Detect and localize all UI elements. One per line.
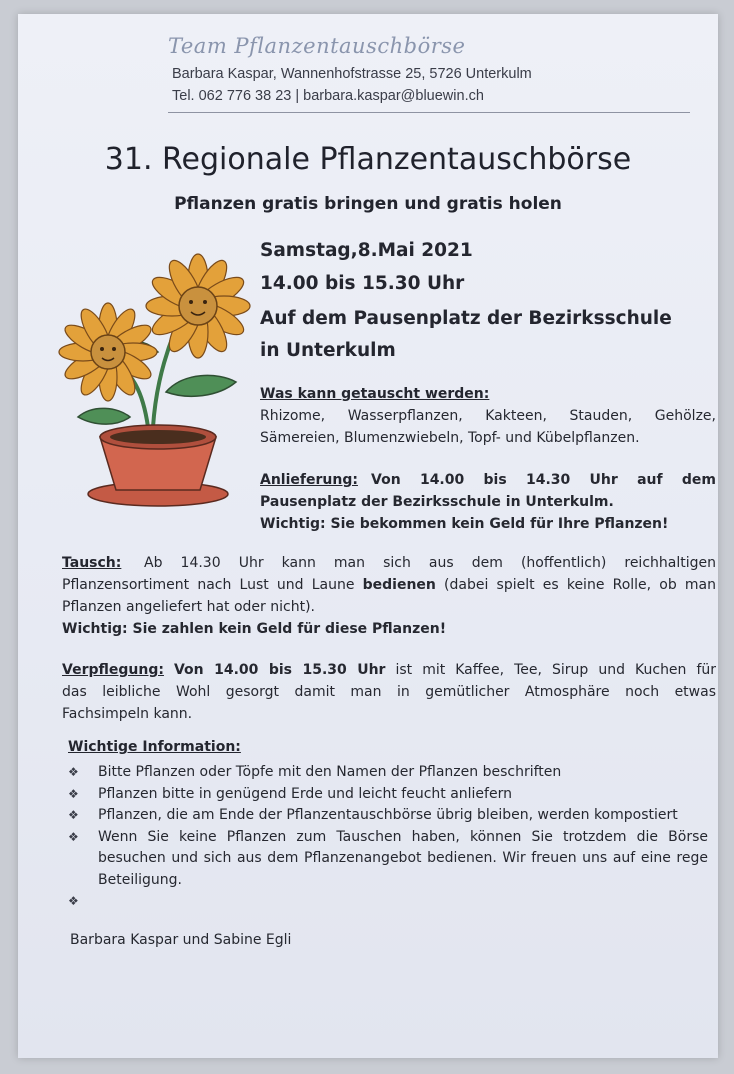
tausch-line-2	[62, 574, 716, 596]
subtitle: Pflanzen gratis bringen und gratis holen	[174, 194, 562, 214]
tausch-note: Wichtig: Sie zahlen kein Geld für diese Pflanzen!	[62, 621, 447, 637]
event-time: 14.00 bis 15.30 Uhr	[260, 273, 465, 294]
flyer-page	[18, 14, 718, 1058]
bullet-icon: ❖	[68, 765, 79, 779]
flower-pot-icon	[88, 425, 228, 506]
info-list	[68, 762, 708, 913]
food-line-2: das leibliche Wohl gesorgt damit man in gemütlicher Atmosphäre noch etwas	[62, 684, 716, 700]
info-heading: Wichtige Information:	[68, 739, 241, 755]
list-item: ❖ Bitte Pflanzen oder Töpfe mit den Namen der Pflanzen beschriften	[68, 762, 708, 784]
exchange-line-1: Rhizome, Wasserpflanzen, Kakteen, Stauden, Gehölze,	[260, 408, 716, 424]
contact-line: Tel. 062 776 38 23 | barbara.kaspar@bluewin.ch	[172, 88, 484, 104]
list-item: ❖ Pflanzen, die am Ende der Pflanzentauschbörse übrig bleiben, werden kompostiert	[68, 805, 708, 827]
event-place-town: in Unterkulm	[260, 340, 396, 361]
tausch-line-1	[62, 552, 716, 574]
event-place: Auf dem Pausenplatz der Bezirksschule	[260, 308, 672, 329]
sunflower-pot-illustration	[58, 232, 258, 512]
address-line: Barbara Kaspar, Wannenhofstrasse 25, 5726 Unterkulm	[172, 66, 532, 82]
team-name: Team Pflanzentauschbörse	[168, 34, 466, 58]
exchange-heading: Was kann getauscht werden:	[260, 386, 490, 402]
bullet-icon: ❖	[68, 786, 79, 801]
bullet-icon: ❖	[68, 829, 79, 844]
bullet-icon: ❖	[68, 808, 79, 822]
food-time: Von 14.00 bis 15.30 Uhr	[173, 662, 386, 678]
sunflower-right-icon	[146, 254, 250, 358]
delivery-note: Wichtig: Sie bekommen kein Geld für Ihre Pflanzen!	[260, 516, 669, 532]
delivery-time: Von 14.00 bis 14.30 Uhr auf dem	[371, 472, 716, 488]
tausch-heading: Tausch:	[62, 555, 122, 571]
exchange-line-2: Sämereien, Blumenzwiebeln, Topf- und Kübelpflanzen.	[260, 430, 640, 446]
food-heading: Verpflegung:	[62, 662, 164, 678]
signature: Barbara Kaspar und Sabine Egli	[70, 932, 292, 948]
event-date: Samstag,8.Mai 2021	[260, 240, 473, 261]
food-text-1: ist mit Kaffee, Tee, Sirup und Kuchen für	[385, 662, 717, 678]
list-item: ❖ Wenn Sie keine Pflanzen zum Tauschen haben, können Sie trotzdem die Börse besuchen und sich aus dem Pflanzenangebot bedienen. Wir freuen uns auf eine rege Beteiligung.	[68, 827, 708, 892]
food-line-1	[62, 659, 716, 681]
delivery-line-1	[260, 469, 716, 491]
delivery-line-2: Pausenplatz der Bezirksschule in Unterkulm.	[260, 494, 614, 510]
tausch-text-1: Ab 14.30 Uhr kann man sich aus dem (hoffentlich) reichhaltigen	[144, 555, 716, 571]
bullet-icon: ❖	[68, 894, 79, 908]
food-line-3: Fachsimpeln kann.	[62, 706, 193, 722]
list-item	[68, 891, 708, 913]
sunflower-left-icon	[59, 303, 157, 401]
tausch-text-2a: Pflanzensortiment nach Lust und Laune	[62, 577, 363, 593]
header-divider	[168, 112, 690, 113]
list-item: ❖ Pflanzen bitte in genügend Erde und leicht feucht anliefern	[68, 784, 708, 806]
tausch-text-2c: (dabei spielt es keine Rolle, ob man	[435, 577, 716, 593]
tausch-text-2b: bedienen	[362, 577, 436, 593]
delivery-heading: Anlieferung:	[260, 472, 358, 488]
page-title: 31. Regionale Pflanzentauschbörse	[104, 142, 632, 177]
tausch-line-3: Pflanzen angeliefert hat oder nicht).	[62, 599, 315, 615]
